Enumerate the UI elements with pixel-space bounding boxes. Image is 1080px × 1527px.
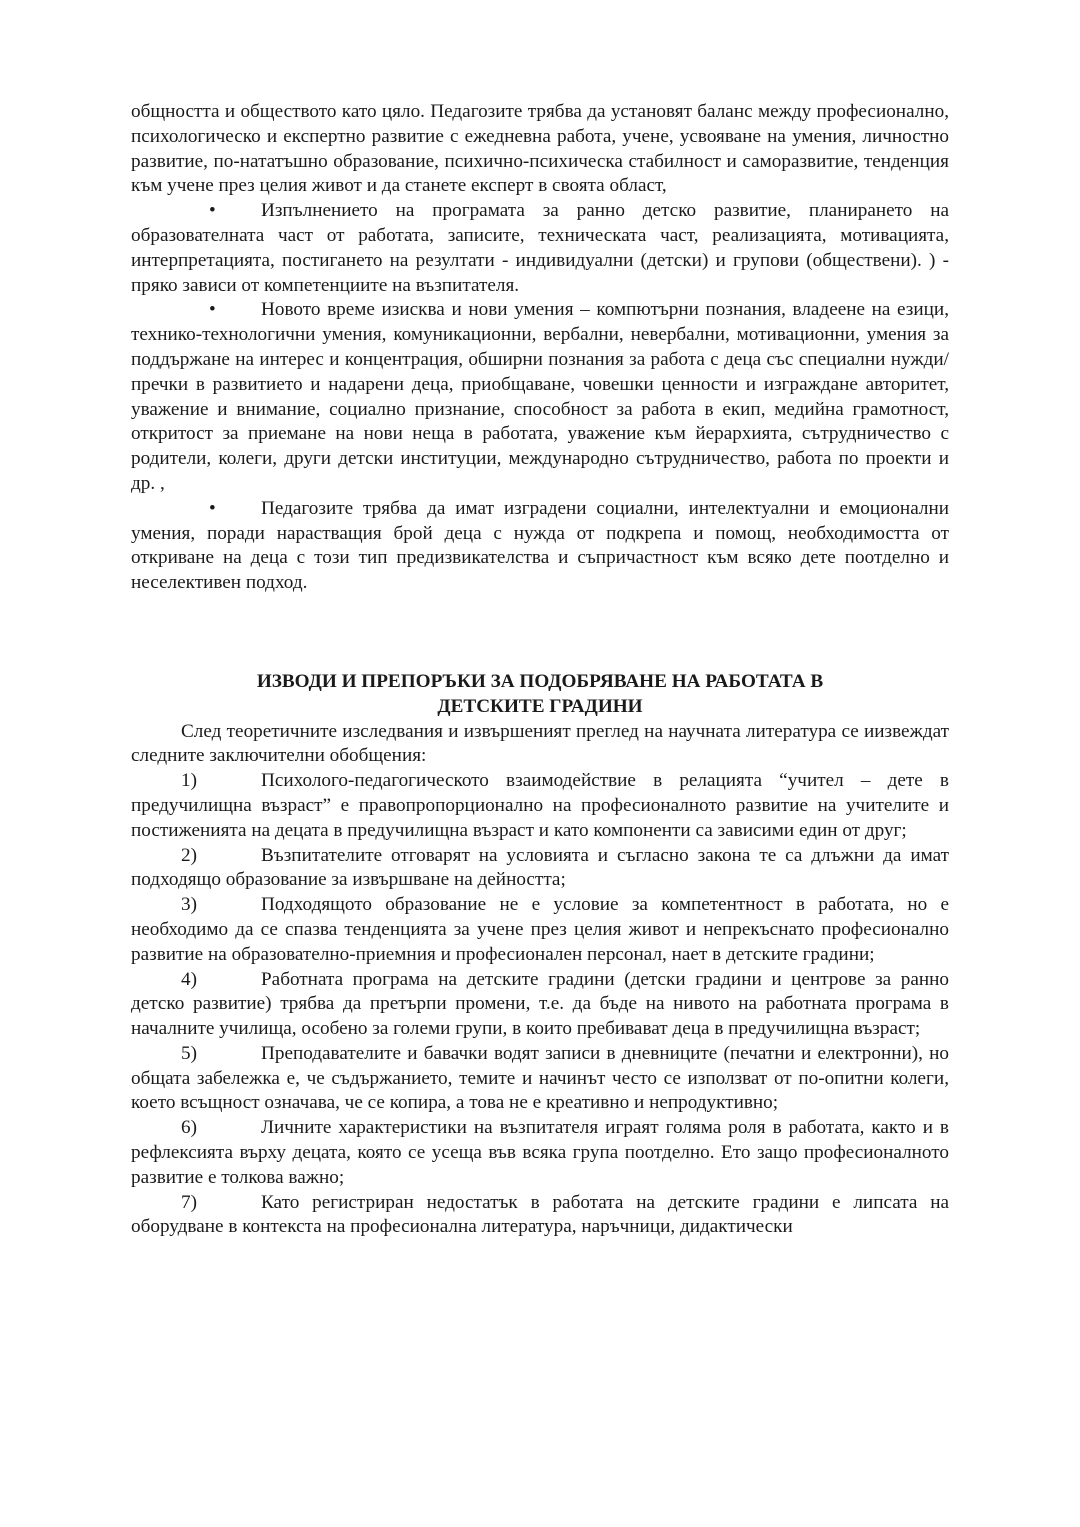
item-number: 6) [181,1117,197,1139]
bullet-text: Новото време изисква и нови умения – компютърни познания, владеене на езици, технико-технологични умения, комуникационни, вербални, невербални, мотивационни, умения за поддържане на интерес и концентрация, обширни познания за работа с деца със специални нужди/пречки в развитието и надарени деца, приобщаване, човешки ценности и изграждане авторитет, уважение и внимание, социално признание, способност за работа в екип, медийна грамотност, откритост за приемане на нови неща в работата, уважение към йерархията, сътрудничество с родители, колеги, други детски институции, международно сътрудничество, работа по проекти и др. , [131,299,949,494]
conclusions-intro: След теоретичните изследвания и извършеният преглед на научната литература се иизвеждат следните заключителни обобщения: [131,720,949,767]
numbered-item [131,968,949,1042]
bullet-marker: • [209,497,216,519]
numbered-item [131,769,949,843]
bullet-text: Педагозите трябва да имат изградени социални, интелектуални и емоционални умения, поради нарастващия брой деца с нужда от подкрепа и помощ, необходимостта от откриване на деца с този тип предизвикателства и съпричастност към всяко дете поотделно и неселективен подход. [131,497,949,594]
item-text: Като регистриран недостатък в работата на детските градини е липсата на оборудване в контекста на професионална литература, наръчници, дидактически [131,1191,949,1238]
heading-line-2: ДЕТСКИТЕ ГРАДИНИ [437,695,643,717]
numbered-item [131,844,949,894]
item-number: 3) [181,894,197,916]
bullet-text: Изпълнението на програмата за ранно детско развитие, планирането на образователната част от работата, записите, техническата част, реализацията, мотивацията, интерпретацията, постигането на резултати - индивидуални (детски) и групови (обществени). ) - пряко зависи от компетенциите на възпитателя. [131,200,949,296]
item-text: Подходящото образование не е условие за компетентност в работата, но е необходимо да се спазва тенденцията за учене през целия живот и непрекъснато професионално развитие на образователно-приемния и професионален персонал, нает в детските градини; [131,894,949,965]
numbered-item [131,893,949,967]
item-number: 1) [181,770,197,792]
section-spacer [131,596,949,670]
item-number: 5) [181,1042,197,1064]
bullet-item [131,199,949,298]
heading-line-1: ИЗВОДИ И ПРЕПОРЪКИ ЗА ПОДОБРЯВАНЕ НА РАБОТАТА В [256,670,824,692]
bullet-marker: • [209,299,216,321]
numbered-item [131,1042,949,1116]
item-text: Личните характеристики на възпитателя играят голяма роля в работата, както и в рефлексията върху децата, която се усеща във всяка група поотделно. Ето защо професионалното развитие е толкова важно; [131,1117,949,1188]
item-number: 2) [181,844,197,866]
bullet-marker: • [209,200,216,222]
numbered-item [131,1116,949,1190]
item-text: Преподавателите и бавачки водят записи в дневниците (печатни и електронни), но общата забележка е, че съдържанието, темите и начинът често се използват от по-опитни колеги, което всъщност означава, че се копира, а това не е креативно и непродуктивно; [131,1042,949,1114]
item-text: Възпитателите отговарят на условията и съгласно закона те са длъжни да имат подходящо образование за извършване на дейността; [131,844,949,891]
section-heading [131,670,949,720]
item-number: 7) [181,1191,197,1213]
bullet-item [131,298,949,496]
item-number: 4) [181,968,197,990]
numbered-item [131,1191,949,1241]
paragraph-intro-continuation: общността и обществото като цяло. Педагозите трябва да установят баланс между професионално, психологическо и експертно развитие с ежедневна работа, учене, усвояване на умения, личностно развитие, по-нататъшно образование, психично-психическа стабилност и саморазвитие, тенденция към учене през целия живот и да станете експерт в своята област, [131,101,949,197]
bullet-item [131,497,949,596]
item-text: Работната програма на детските градини (детски градини и центрове за ранно детско развитие) трябва да претърпи промени, т.е. да бъде на нивото на работната програма в началните училища, особено за големи групи, в които пребивават деца в предучилищна възраст; [131,968,949,1040]
document-page [131,100,949,1240]
item-text: Психолого-педагогическото взаимодействие в релацията “учител – дете в предучилищна възраст” е правопропорционално на професионалното развитие на учителите и постиженията на децата в предучилищна възраст и като компоненти са зависими един от друг; [131,770,949,841]
